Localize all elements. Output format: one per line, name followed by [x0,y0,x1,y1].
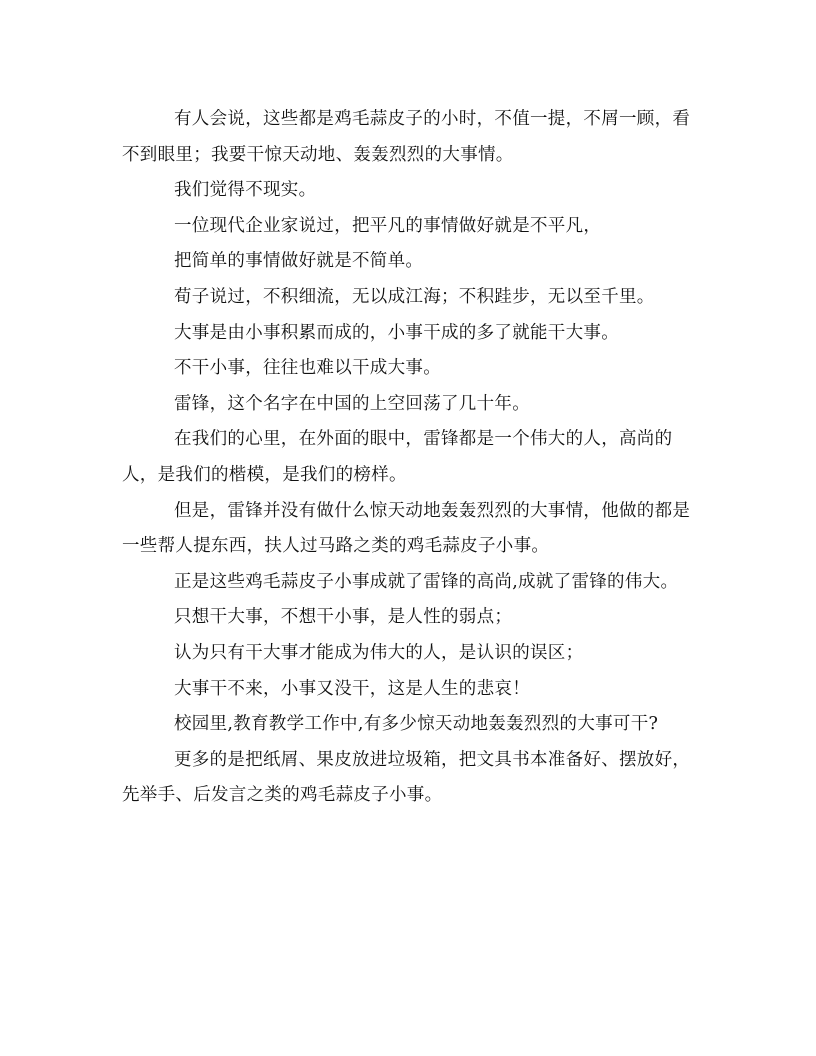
paragraph: 大事是由小事积累而成的，小事干成的多了就能干大事。 [174,322,619,343]
paragraph: 在我们的心里，在外面的眼中，雷锋都是一个伟大的人，高尚的人，是我们的楷模，是我们的榜样。 [122,429,673,485]
body-text [122,102,702,814]
paragraph: 更多的是把纸屑、果皮放进垃圾箱，把文具书本准备好、摆放好，先举手、后发言之类的鸡毛蒜皮子小事。 [122,749,691,806]
paragraph: 有人会说，这些都是鸡毛蒜皮子的小时，不值一提，不屑一顾，看不到眼里；我要干惊天动地、轰轰烈烈的大事情。 [122,109,691,165]
paragraph: 不干小事，往往也难以干成大事。 [174,358,441,379]
paragraph: 一位现代企业家说过，把平凡的事情做好就是不平凡， [174,215,602,236]
paragraph: 只想干大事，不想干小事，是人性的弱点； [174,607,513,628]
paragraph: 把简单的事情做好就是不简单。 [174,251,424,272]
paragraph: 认为只有干大事才能成为伟大的人，是认识的误区； [174,642,584,663]
paragraph: 荀子说过，不积细流，无以成江海；不积跬步，无以至千里。 [174,286,655,307]
paragraph: 但是，雷锋并没有做什么惊天动地轰轰烈烈的大事情，他做的都是一些帮人提东西，扶人过马路之类的鸡毛蒜皮子小事。 [122,500,691,557]
paragraph: 雷锋，这个名字在中国的上空回荡了几十年。 [174,393,530,414]
paragraph: 校园里,教育教学工作中,有多少惊天动地轰轰烈烈的大事可干? [174,714,659,735]
paragraph: 正是这些鸡毛蒜皮子小事成就了雷锋的高尚,成就了雷锋的伟大。 [174,571,679,592]
paragraph: 大事干不来，小事又没干，这是人生的悲哀！ [174,678,530,699]
paragraph: 我们觉得不现实。 [174,180,317,201]
